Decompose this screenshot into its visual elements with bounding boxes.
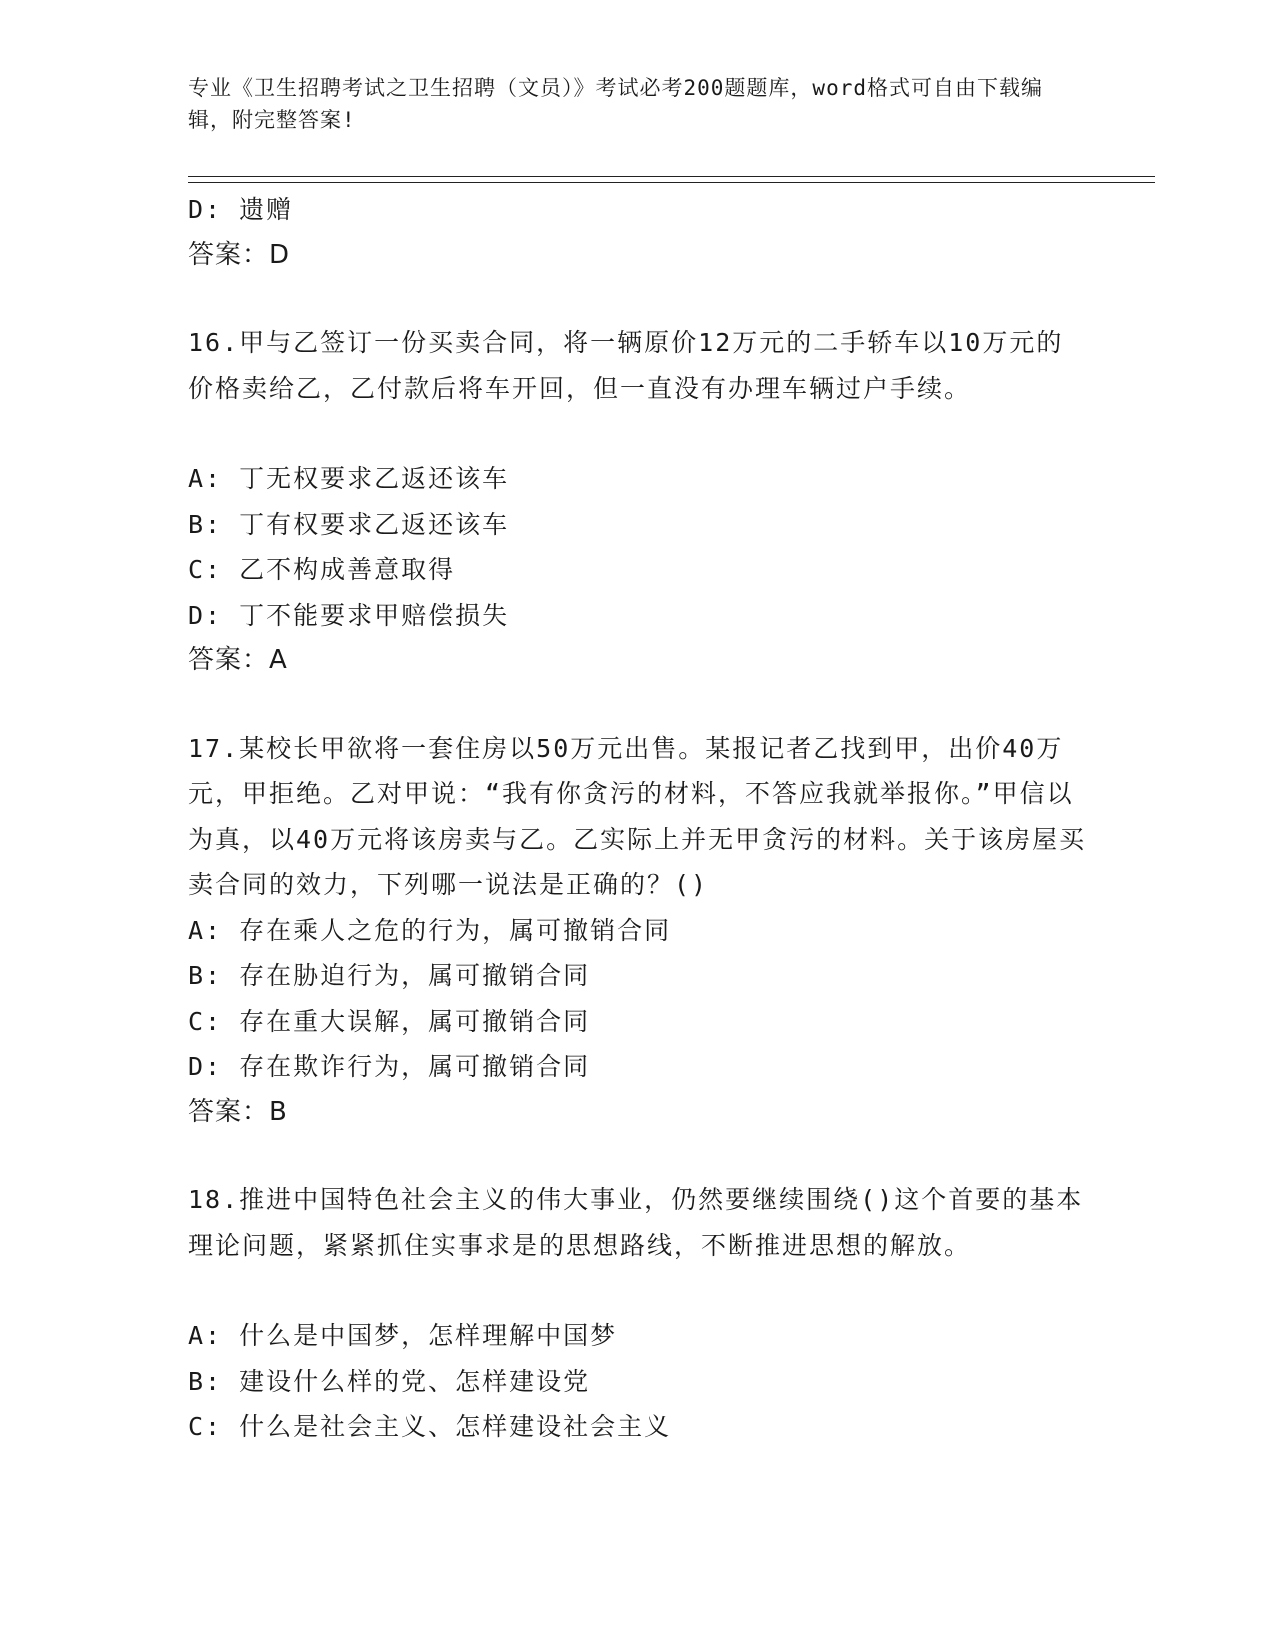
- question-16-option-b: B: 丁有权要求乙返还该车: [188, 509, 510, 539]
- question-16-option-c: C: 乙不构成善意取得: [188, 555, 456, 584]
- option-d: D: 遗赠: [188, 195, 294, 224]
- question-18-option-b: B: 建设什么样的党、怎样建设党: [188, 1366, 591, 1396]
- question-18-option-a: A: 什么是中国梦，怎样理解中国梦: [188, 1321, 618, 1350]
- question-17-answer: 答案：B: [188, 1096, 288, 1127]
- question-18-option-c: C: 什么是社会主义、怎样建设社会主义: [188, 1412, 672, 1441]
- header-rule-top: [188, 176, 1155, 177]
- document-header: 专业《卫生招聘考试之卫生招聘（文员）》考试必考200题题库，word格式可自由下载编辑，附完整答案!: [188, 76, 1043, 132]
- question-content: [188, 187, 1088, 1450]
- question-17-option-d: D: 存在欺诈行为，属可撤销合同: [188, 1052, 591, 1081]
- question-17-stem: 17.某校长甲欲将一套住房以50万元出售。某报记者乙找到甲，出价40万元，甲拒绝。乙对甲说：“我有你贪污的材料，不答应我就举报你。”甲信以为真，以40万元将该房卖与乙。乙实际上并无甲贪污的材料。关于该房屋买卖合同的效力，下列哪一说法是正确的？(): [188, 733, 1087, 899]
- question-16-stem: 16.甲与乙签订一份买卖合同，将一辆原价12万元的二手轿车以10万元的价格卖给乙，乙付款后将车开回，但一直没有办理车辆过户手续。: [188, 328, 1064, 403]
- question-16-option-d: D: 丁不能要求甲赔偿损失: [188, 600, 510, 630]
- question-16-option-a: A: 丁无权要求乙返还该车: [188, 464, 510, 493]
- header-rule-bottom: [188, 182, 1155, 183]
- question-16-answer: 答案：A: [188, 645, 288, 675]
- answer: 答案：D: [188, 239, 291, 270]
- question-18-stem: 18.推进中国特色社会主义的伟大事业，仍然要继续围绕()这个首要的基本理论问题，紧紧抓住实事求是的思想路线，不断推进思想的解放。: [188, 1185, 1084, 1260]
- question-17-option-a: A: 存在乘人之危的行为，属可撤销合同: [188, 915, 672, 945]
- question-17-option-b: B: 存在胁迫行为，属可撤销合同: [188, 961, 591, 990]
- question-17-option-c: C: 存在重大误解，属可撤销合同: [188, 1006, 591, 1036]
